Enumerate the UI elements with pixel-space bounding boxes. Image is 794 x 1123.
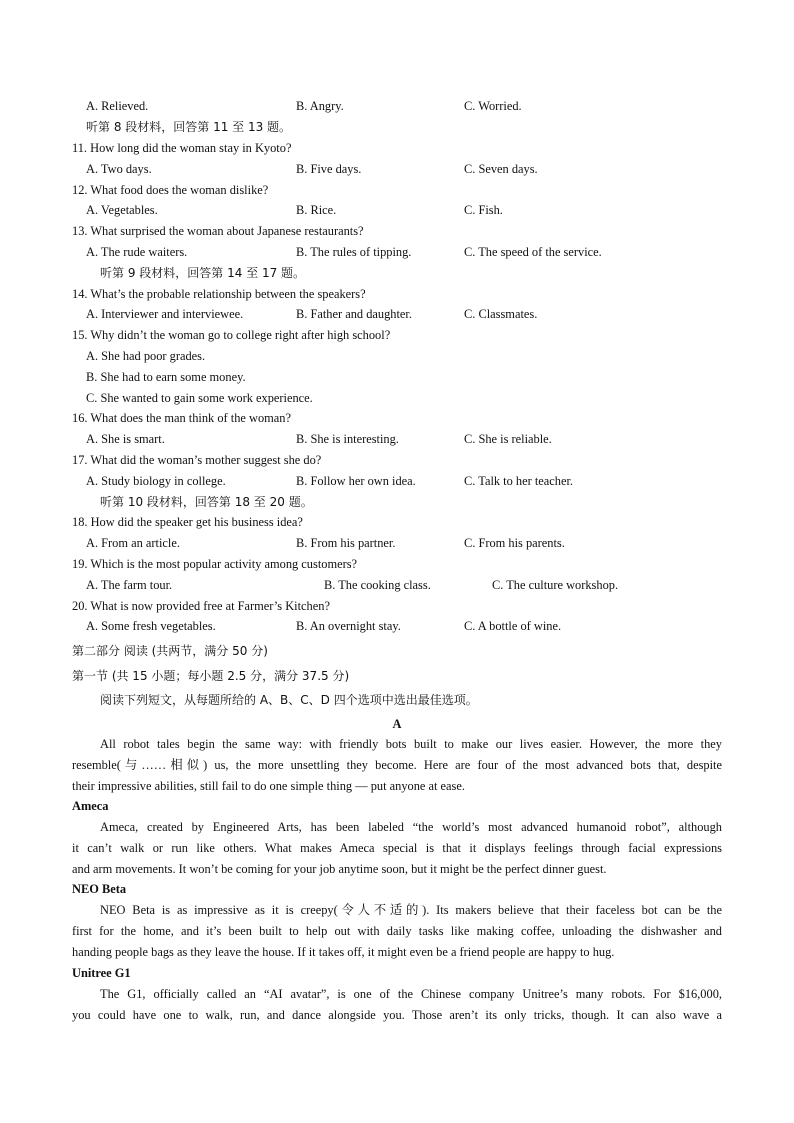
q18-option-a: A. From an article. xyxy=(86,536,180,550)
section-1-heading: 第一节 (共 15 小题；每小题 2.5 分，满分 37.5 分) xyxy=(72,669,350,683)
section-8-instruction: 听第 8 段材料，回答第 11 至 13 题。 xyxy=(86,120,292,134)
q12-option-a: A. Vegetables. xyxy=(86,203,158,217)
q11-option-a: A. Two days. xyxy=(86,162,152,176)
q20-option-b: B. An overnight stay. xyxy=(296,619,401,633)
section-9-instruction: 听第 9 段材料，回答第 14 至 17 题。 xyxy=(100,266,306,280)
q17-option-b: B. Follow her own idea. xyxy=(296,474,416,488)
q10-option-c: C. Worried. xyxy=(464,99,522,113)
q19-option-b: B. The cooking class. xyxy=(324,578,431,592)
q20-option-c: C. A bottle of wine. xyxy=(464,619,562,633)
q16-stem: 16. What does the man think of the woman? xyxy=(72,411,291,425)
neo-line-1: NEO Beta is as impressive as it is creepy(令人不适的). Its makers believe that their faceless bot can be the xyxy=(100,903,722,917)
q20-stem: 20. What is now provided free at Farmer’s Kitchen? xyxy=(72,599,330,613)
q18-stem: 18. How did the speaker get his business idea? xyxy=(72,515,303,529)
neo-beta-paragraph xyxy=(72,900,722,962)
unitree-g1-paragraph xyxy=(72,984,722,1026)
q20-option-a: A. Some fresh vegetables. xyxy=(86,619,216,633)
passage-label: A xyxy=(392,717,402,731)
q10-option-a: A. Relieved. xyxy=(86,99,149,113)
q16-option-a: A. She is smart. xyxy=(86,432,165,446)
q19-option-a: A. The farm tour. xyxy=(86,578,173,592)
q12-option-b: B. Rice. xyxy=(296,203,337,217)
ameca-heading: Ameca xyxy=(72,799,109,813)
g1-line-1: The G1, officially called an “AI avatar”, is one of the Chinese company Unitree’s many robots. For $16,000, xyxy=(100,987,722,1001)
q17-option-a: A. Study biology in college. xyxy=(86,474,226,488)
q13-stem: 13. What surprised the woman about Japanese restaurants? xyxy=(72,224,364,238)
q19-option-c: C. The culture workshop. xyxy=(492,578,619,592)
neo-beta-heading: NEO Beta xyxy=(72,882,127,896)
q17-option-c: C. Talk to her teacher. xyxy=(464,474,574,488)
neo-line-2: first for the home, and it’s been built to help out with daily tasks like making coffee, unloading the dishwasher and xyxy=(72,923,722,938)
section-10-instruction: 听第 10 段材料，回答第 18 至 20 题。 xyxy=(100,495,313,509)
intro-line-2: resemble(与……相似) us, the more unsettling they become. Here are four of the most advanced bots that, despite xyxy=(72,757,722,772)
q19-stem: 19. Which is the most popular activity among customers? xyxy=(72,557,358,571)
q13-option-b: B. The rules of tipping. xyxy=(296,245,412,259)
ameca-line-2: it can’t walk or run like others. What makes Ameca special is that it displays feelings through facial expressions xyxy=(72,840,722,855)
q17-stem: 17. What did the woman’s mother suggest she do? xyxy=(72,453,322,467)
q14-option-a: A. Interviewer and interviewee. xyxy=(86,307,244,321)
intro-line-1: All robot tales begin the same way: with friendly bots built to make our lives easier. However, the more they xyxy=(100,737,722,751)
q13-option-a: A. The rude waiters. xyxy=(86,245,188,259)
q12-stem: 12. What food does the woman dislike? xyxy=(72,183,269,197)
q11-option-b: B. Five days. xyxy=(296,162,362,176)
q18-option-b: B. From his partner. xyxy=(296,536,396,550)
reading-instructions: 阅读下列短文，从每题所给的 A、B、C、D 四个选项中选出最佳选项。 xyxy=(100,693,478,707)
q14-option-b: B. Father and daughter. xyxy=(296,307,412,321)
q10-option-b: B. Angry. xyxy=(296,99,344,113)
intro-line-3: their impressive abilities, still fail to do one simple thing — put anyone at ease. xyxy=(72,778,465,793)
q11-stem: 11. How long did the woman stay in Kyoto? xyxy=(72,141,292,155)
ameca-paragraph xyxy=(72,817,722,879)
q15-option-b: B. She had to earn some money. xyxy=(86,370,246,384)
part-2-heading: 第二部分 阅读 (共两节，满分 50 分) xyxy=(72,644,268,658)
q15-stem: 15. Why didn’t the woman go to college right after high school? xyxy=(72,328,391,342)
q15-option-a: A. She had poor grades. xyxy=(86,349,206,363)
q16-option-c: C. She is reliable. xyxy=(464,432,552,446)
q12-option-c: C. Fish. xyxy=(464,203,503,217)
intro-paragraph xyxy=(72,734,722,796)
q14-option-c: C. Classmates. xyxy=(464,307,538,321)
q14-stem: 14. What’s the probable relationship between the speakers? xyxy=(72,287,366,301)
q13-option-c: C. The speed of the service. xyxy=(464,245,602,259)
unitree-g1-heading: Unitree G1 xyxy=(72,966,131,980)
q18-option-c: C. From his parents. xyxy=(464,536,565,550)
g1-line-2: you could have one to walk, run, and dance alongside you. Those aren’t its only tricks, though. It can also wave a xyxy=(72,1007,722,1022)
ameca-line-1: Ameca, created by Engineered Arts, has been labeled “the world’s most advanced humanoid robot”, although xyxy=(100,820,722,834)
q11-option-c: C. Seven days. xyxy=(464,162,538,176)
q16-option-b: B. She is interesting. xyxy=(296,432,399,446)
neo-line-3: handing people bags as they leave the house. If it takes off, it might even be a friend people are happy to hug. xyxy=(72,944,615,959)
q15-option-c: C. She wanted to gain some work experience. xyxy=(86,391,313,405)
ameca-line-3: and arm movements. It won’t be coming for your job anytime soon, but it might be the perfect dinner guest. xyxy=(72,861,607,876)
